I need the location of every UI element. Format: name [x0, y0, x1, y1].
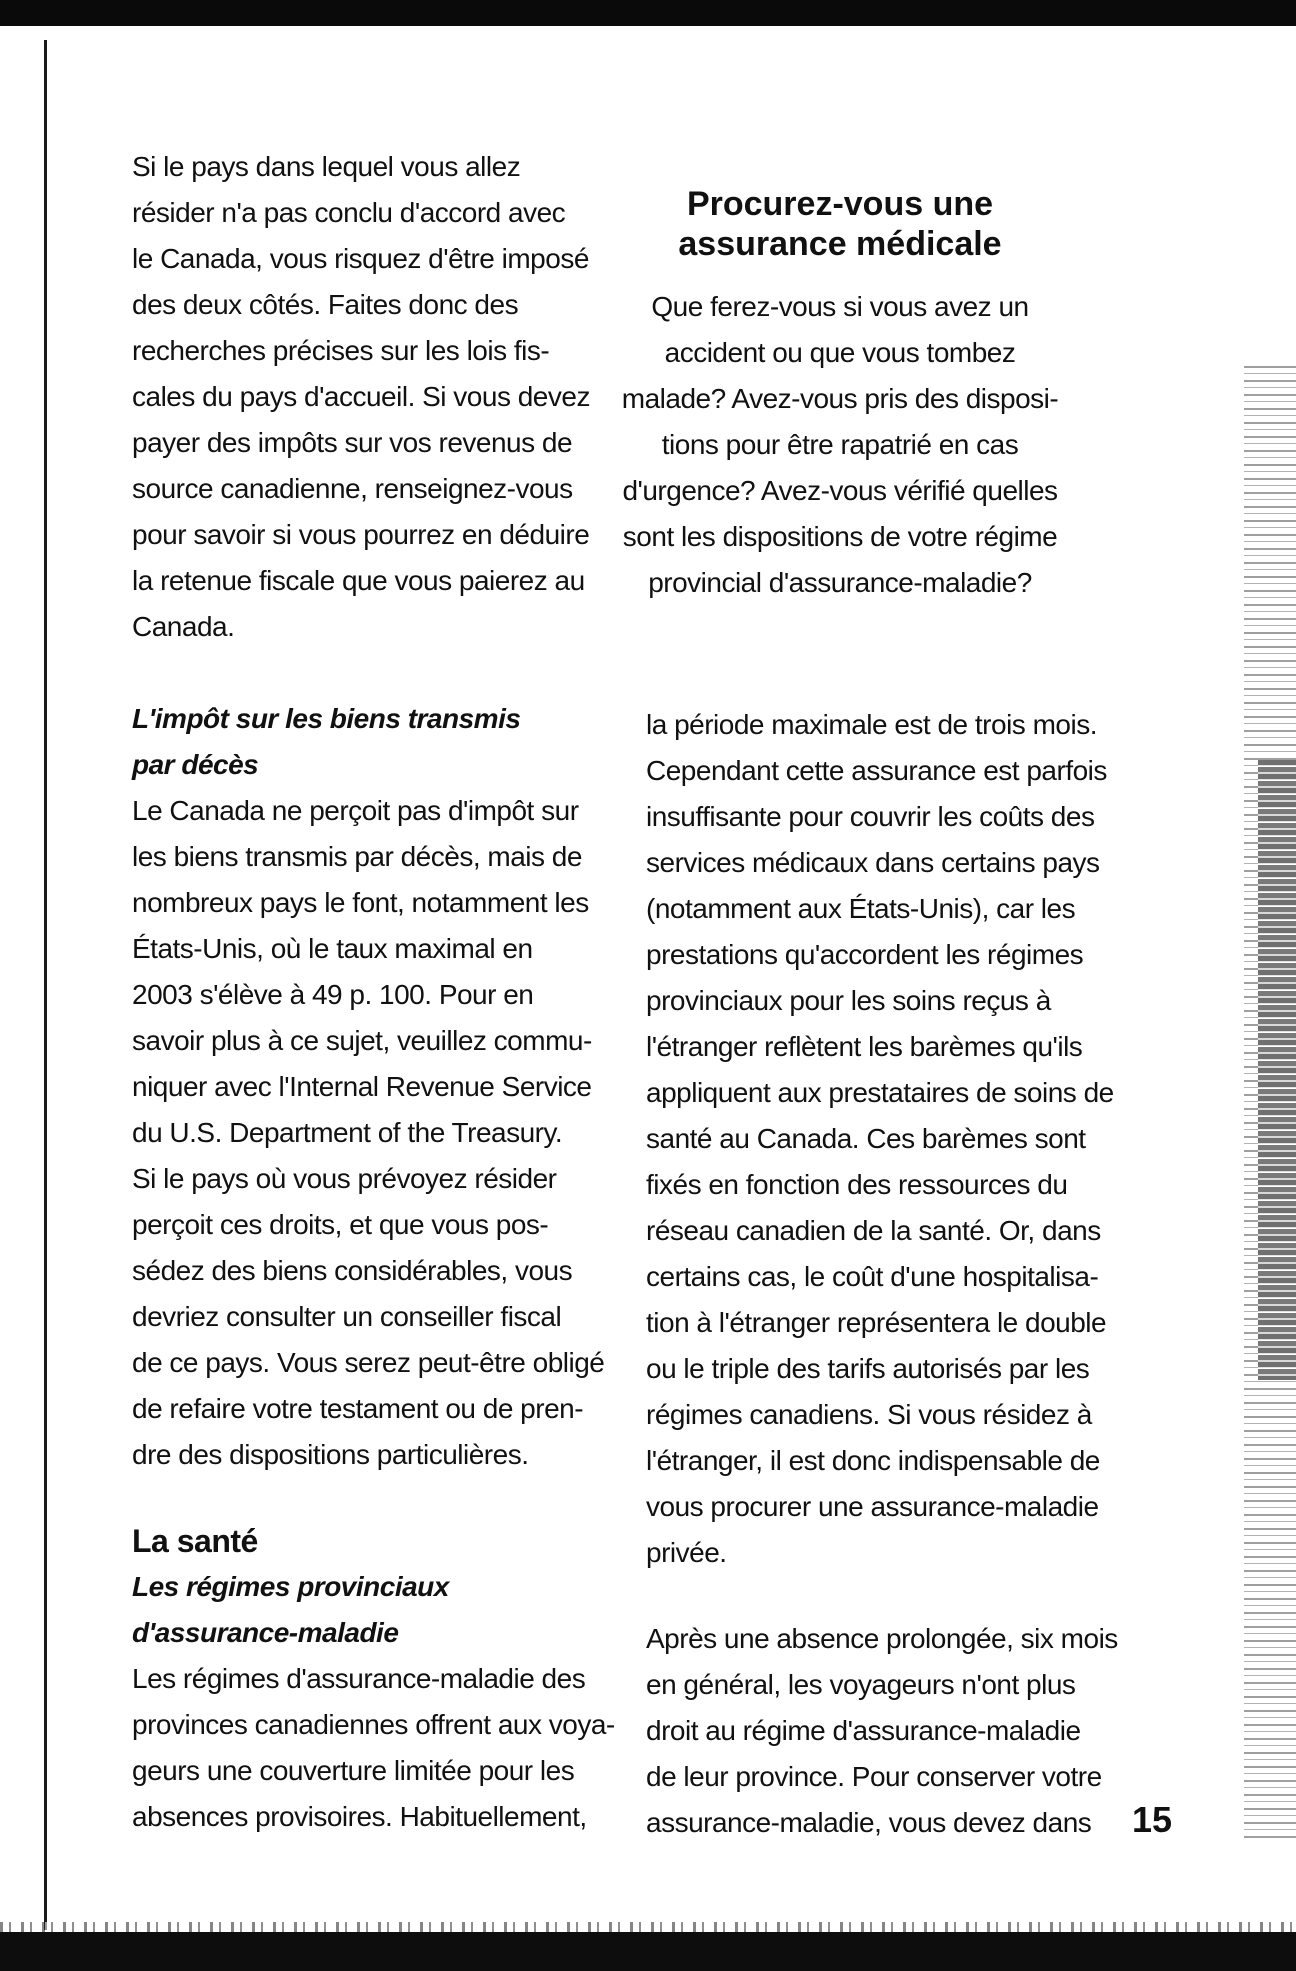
left-main-column — [132, 696, 604, 1478]
text-line: Le Canada ne perçoit pas d'impôt sur — [132, 795, 579, 826]
text-line: sont les dispositions de votre régime — [622, 521, 1058, 552]
text-line: provinciaux pour les soins reçus à — [646, 985, 1051, 1016]
left-top-paragraph — [132, 144, 590, 650]
text-line: privée. — [646, 1537, 727, 1568]
text-line: provincial d'assurance-maladie? — [648, 567, 1032, 598]
text-line: ou le triple des tarifs autorisés par les — [646, 1353, 1090, 1384]
text-line: sédez des biens considérables, vous — [132, 1255, 573, 1286]
text-line: États-Unis, où le taux maximal en — [132, 933, 533, 964]
text-line: assurance-maladie, vous devez dans — [646, 1807, 1092, 1838]
text-line: geurs une couverture limitée pour les — [132, 1755, 575, 1786]
text-line: la retenue fiscale que vous paierez au — [132, 565, 585, 596]
text-line: certains cas, le coût d'une hospitalisa- — [646, 1261, 1099, 1292]
text-line: provinces canadiennes offrent aux voya- — [132, 1709, 615, 1740]
text-line: Si le pays où vous prévoyez résider — [132, 1163, 557, 1194]
text-line: Les régimes d'assurance-maladie des — [132, 1663, 586, 1694]
text-line: en général, les voyageurs n'ont plus — [646, 1669, 1076, 1700]
text-line: résider n'a pas conclu d'accord avec — [132, 197, 566, 228]
text-line: appliquent aux prestataires de soins de — [646, 1077, 1114, 1108]
text-line: le Canada, vous risquez d'être imposé — [132, 243, 589, 274]
text-line: prestations qu'accordent les régimes — [646, 939, 1084, 970]
text-line: savoir plus à ce sujet, veuillez commu- — [132, 1025, 592, 1056]
right-paragraph-2 — [646, 1616, 1118, 1846]
text-line: (notamment aux États-Unis), car les — [646, 893, 1076, 924]
text-line: Après une absence prolongée, six mois — [646, 1623, 1118, 1654]
text-line: réseau canadien de la santé. Or, dans — [646, 1215, 1101, 1246]
text-line: insuffisante pour couvrir les coûts des — [646, 801, 1095, 832]
text-line: vous procurer une assurance-maladie — [646, 1491, 1099, 1522]
text-line: nombreux pays le font, notamment les — [132, 887, 589, 918]
text-line: 2003 s'élève à 49 p. 100. Pour en — [132, 979, 534, 1010]
text-line: santé au Canada. Ces barèmes sont — [646, 1123, 1086, 1154]
text-line: services médicaux dans certains pays — [646, 847, 1100, 878]
subheading-line: d'assurance-maladie — [132, 1617, 399, 1648]
text-line: de leur province. Pour conserver votre — [646, 1761, 1102, 1792]
text-line: niquer avec l'Internal Revenue Service — [132, 1071, 592, 1102]
subheading-line: Les régimes provinciaux — [132, 1571, 449, 1602]
subheading-line: par décès — [132, 749, 259, 780]
text-line: perçoit ces droits, et que vous pos- — [132, 1209, 549, 1240]
text-line: la période maximale est de trois mois. — [646, 709, 1097, 740]
text-line: de refaire votre testament ou de pren- — [132, 1393, 584, 1424]
text-line: les biens transmis par décès, mais de — [132, 841, 582, 872]
page-right-edge-shadow — [1258, 760, 1296, 1380]
text-line: Que ferez-vous si vous avez un — [651, 291, 1029, 322]
text-line: droit au régime d'assurance-maladie — [646, 1715, 1081, 1746]
text-line: payer des impôts sur vos revenus de — [132, 427, 573, 458]
sidebar-box-title — [590, 184, 1090, 264]
text-line: devriez consulter un conseiller fiscal — [132, 1301, 562, 1332]
text-line: tion à l'étranger représentera le double — [646, 1307, 1107, 1338]
text-line: accident ou que vous tombez — [664, 337, 1016, 368]
text-line: l'étranger reflètent les barèmes qu'ils — [646, 1031, 1083, 1062]
text-line: cales du pays d'accueil. Si vous devez — [132, 381, 590, 412]
text-line: malade? Avez-vous pris des disposi- — [621, 383, 1059, 414]
text-line: recherches précises sur les lois fis- — [132, 335, 550, 366]
text-line: régimes canadiens. Si vous résidez à — [646, 1399, 1092, 1430]
text-line: pour savoir si vous pourrez en déduire — [132, 519, 590, 550]
sidebar-box-title-line: Procurez-vous une — [686, 185, 994, 223]
right-paragraph-1 — [646, 702, 1114, 1576]
sidebar-box-body — [590, 284, 1090, 606]
page-number: 15 — [1132, 1799, 1173, 1840]
scan-bottom-border — [0, 1932, 1296, 1971]
text-line: Cependant cette assurance est parfois — [646, 755, 1107, 786]
text-line: d'urgence? Avez-vous vérifié quelles — [622, 475, 1058, 506]
subheading-line: L'impôt sur les biens transmis — [132, 703, 521, 734]
left-sante-section — [132, 1518, 615, 1840]
text-line: source canadienne, renseignez-vous — [132, 473, 573, 504]
text-line: l'étranger, il est donc indispensable de — [646, 1445, 1100, 1476]
text-line: de ce pays. Vous serez peut-être obligé — [132, 1347, 605, 1378]
sidebar-box-title-line: assurance médicale — [678, 225, 1002, 263]
page-left-edge-line — [44, 40, 47, 1930]
text-line: Si le pays dans lequel vous allez — [132, 151, 521, 182]
text-line: fixés en fonction des ressources du — [646, 1169, 1068, 1200]
scan-top-border — [0, 0, 1296, 26]
text-line: tions pour être rapatrié en cas — [661, 429, 1019, 460]
text-line: absences provisoires. Habituellement, — [132, 1801, 587, 1832]
text-line: dre des dispositions particulières. — [132, 1439, 529, 1470]
text-line: du U.S. Department of the Treasury. — [132, 1117, 563, 1148]
section-heading: La santé — [132, 1523, 258, 1559]
text-line: Canada. — [132, 611, 235, 642]
text-line: des deux côtés. Faites donc des — [132, 289, 519, 320]
